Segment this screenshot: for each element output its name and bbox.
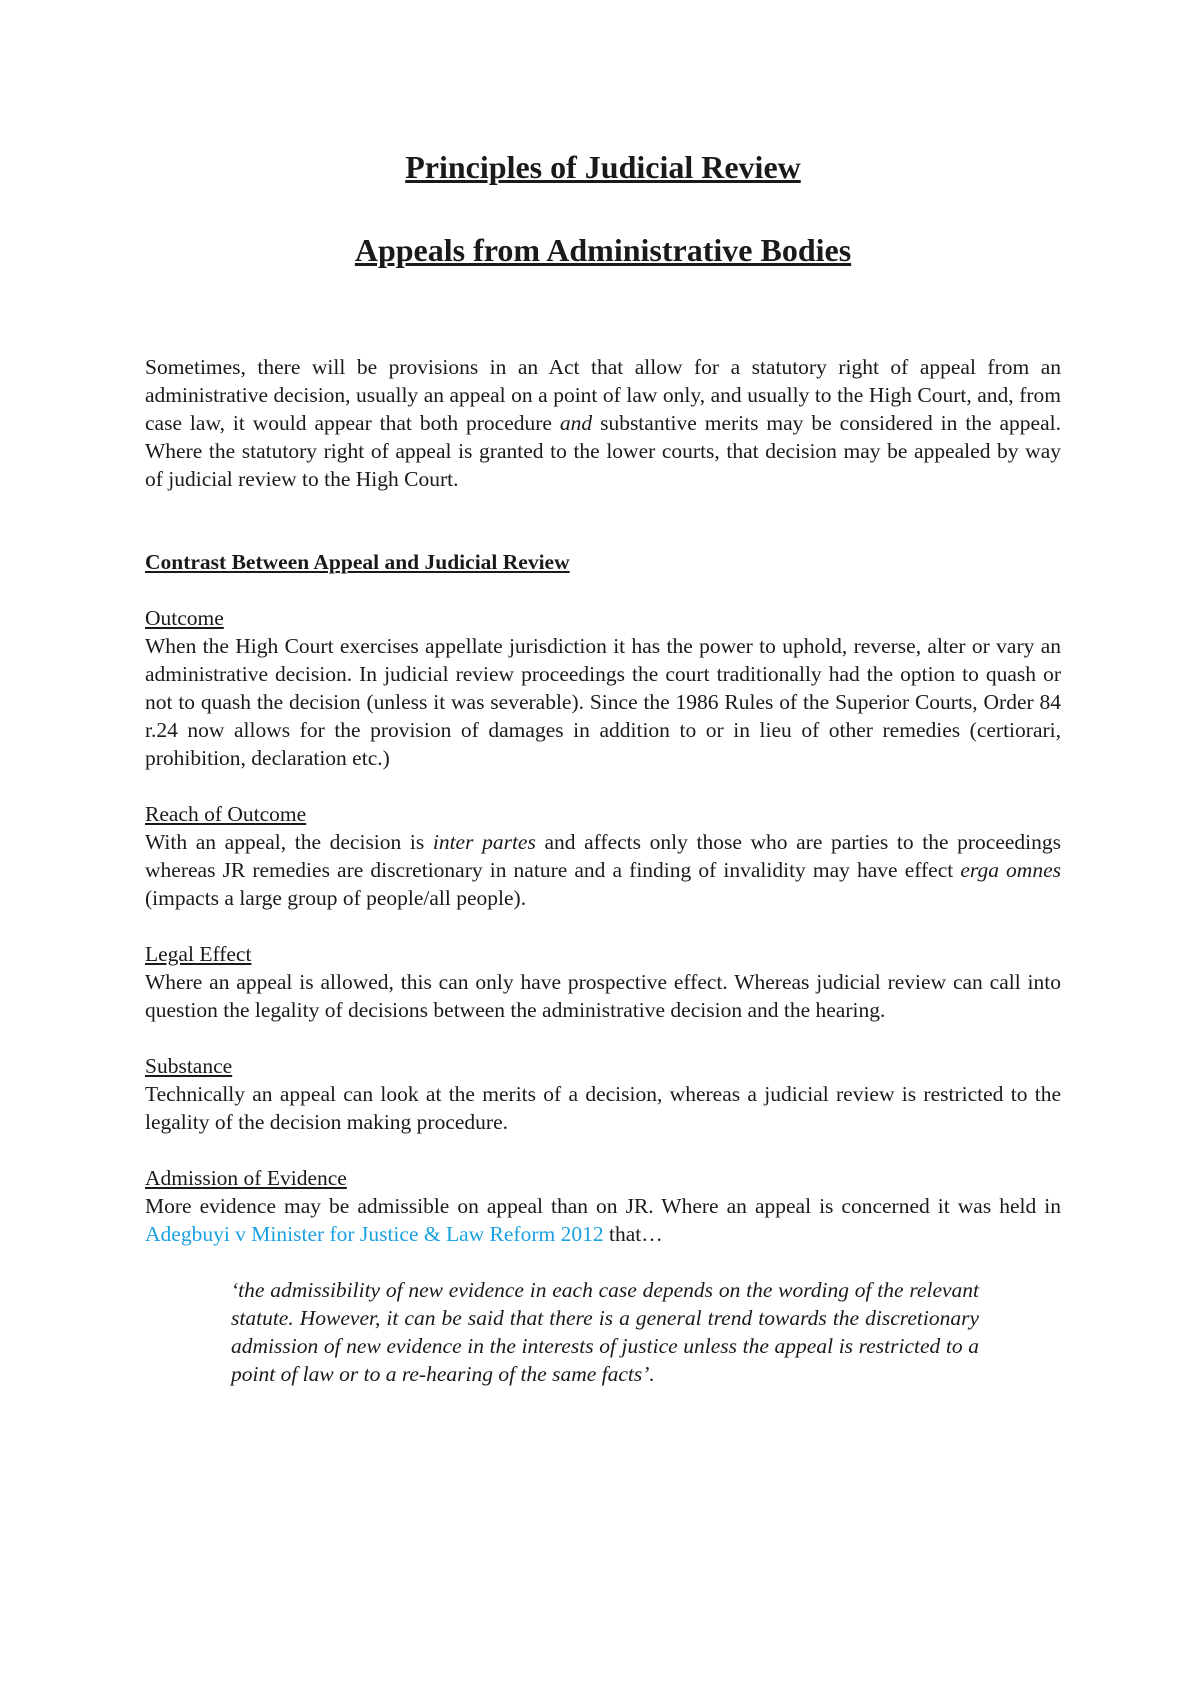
intro-text-2: substantive merits may be considered in the appeal. Where the statutory right of appeal is granted to the lower courts, that decision may be appealed by way of judicial review to the High Court. — [145, 410, 1061, 491]
intro-emphasis: and — [559, 410, 593, 435]
evidence-text — [145, 1192, 1061, 1248]
reach-section — [145, 800, 1061, 912]
outcome-heading: Outcome — [145, 605, 224, 630]
substance-heading: Substance — [145, 1053, 233, 1078]
evidence-quote: ‘the admissibility of new evidence in each case depends on the wording of the relevant statute. However, it can be said that there is a general trend towards the discretionary admission of new evidence in the interests of justice unless the appeal is restricted to a point of law or to a re-hearing of the same facts’. — [231, 1277, 979, 1386]
section-heading: Contrast Between Appeal and Judicial Review — [145, 549, 570, 574]
reach-italic-erga-omnes: erga omnes — [960, 857, 1061, 882]
outcome-text: When the High Court exercises appellate jurisdiction it has the power to uphold, reverse, alter or vary an administrative decision. In judicial review proceedings the court traditionally had the option to quash or not to quash the decision (unless it was severable). Since the 1986 Rules of the Superior Courts, Order 84 r.24 now allows for the provision of damages in addition to or in lieu of other remedies (certiorari, prohibition, declaration etc.) — [145, 633, 1061, 770]
document-subtitle: Appeals from Administrative Bodies — [354, 232, 852, 269]
intro-paragraph — [145, 353, 1061, 493]
evidence-text-1: More evidence may be admissible on appeal than on JR. Where an appeal is concerned it was held in — [145, 1193, 1061, 1218]
outcome-section — [145, 604, 1061, 772]
substance-text: Technically an appeal can look at the merits of a decision, whereas a judicial review is restricted to the legality of the decision making procedure. — [145, 1081, 1061, 1134]
case-link[interactable]: Adegbuyi v Minister for Justice & Law Reform 2012 — [145, 1221, 604, 1246]
reach-heading: Reach of Outcome — [145, 801, 307, 826]
reach-italic-inter-partes: inter partes — [432, 829, 536, 854]
reach-text-1: With an appeal, the decision is — [145, 829, 433, 854]
evidence-section — [145, 1164, 1061, 1388]
intro-text-1: Sometimes, there will be provisions in an Act that allow for a statutory right of appeal from an administrative decision, usually an appeal on a point of law only, and usually to the High Court, and, from case law, it would appear that both procedure — [145, 354, 1061, 435]
legal-effect-text: Where an appeal is allowed, this can only have prospective effect. Whereas judicial review can call into question the legality of decisions between the administrative decision and the hearing. — [145, 969, 1061, 1022]
substance-section — [145, 1052, 1061, 1136]
reach-text — [145, 828, 1061, 912]
reach-text-2: and affects only those who are parties to the proceedings whereas JR remedies are discretionary in nature and a finding of invalidity may have effect — [145, 829, 1062, 882]
legal-effect-section — [145, 940, 1061, 1024]
evidence-text-2: that… — [603, 1221, 663, 1246]
document-page — [145, 140, 1061, 1388]
legal-effect-heading: Legal Effect — [145, 941, 252, 966]
reach-text-3: (impacts a large group of people/all people). — [145, 885, 527, 910]
document-title: Principles of Judicial Review — [405, 149, 801, 185]
evidence-heading: Admission of Evidence — [145, 1165, 347, 1190]
